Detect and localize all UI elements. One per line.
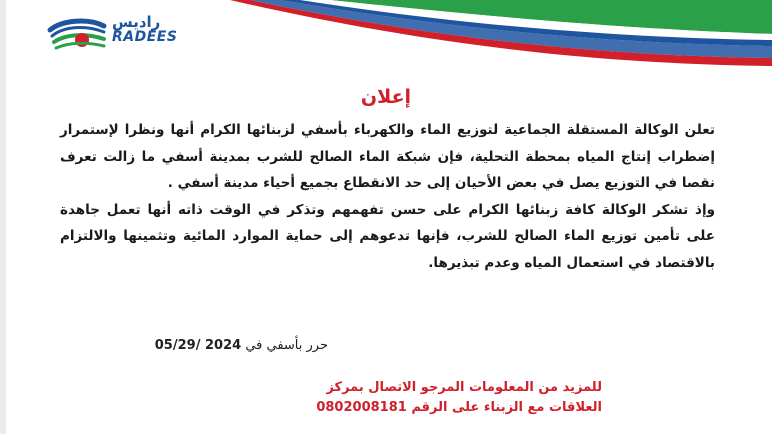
date-value: 2024 /05/29	[154, 338, 242, 353]
notice-title: إعلان	[360, 86, 412, 108]
notice-body	[60, 117, 715, 276]
notice-paragraph-1: تعلن الوكالة المستقلة الجماعية لتوزيع الماء والكهرباء بأسفي لزبنائها الكرام أنها ونظرا لإستمرار إضطراب إنتاج المياه بمحطة التحلية، فإن شبكة الماء الصالح للشرب بمدينة أسفي ما زالت تعرف نقصا في التوزيع يصل في بعض الأحيان إلى حد الانقطاع بجميع أحياء مدينة أسفي .	[60, 122, 715, 191]
logo-name-english: RADEES	[112, 29, 178, 45]
radees-logo-icon	[46, 12, 108, 54]
contact-line-2	[222, 398, 602, 418]
date-line	[88, 338, 328, 353]
notice-paragraph-2: وإذ تشكر الوكالة كافة زبنائها الكرام على حسن تفهمهم وتذكر في الوقت ذاته أنها تعمل جاهدة على تأمين توزيع الماء الصالح للشرب، فإنها تدعوهم إلى حماية الموارد المائية وتثمينها والالتزام بالاقتصاد في استعمال المياه وعدم تبذيرها.	[60, 201, 715, 271]
date-label: حرر بأسفي في	[245, 338, 328, 353]
contact-line-1: للمزيد من المعلومات المرجو الاتصال بمركز	[326, 380, 602, 395]
contact-phone: 0802008181	[316, 400, 407, 415]
contact-info	[222, 378, 602, 418]
logo-name-arabic: راديس	[112, 13, 161, 31]
contact-line-2-text: العلاقات مع الزبناء على الرقم	[411, 400, 602, 415]
